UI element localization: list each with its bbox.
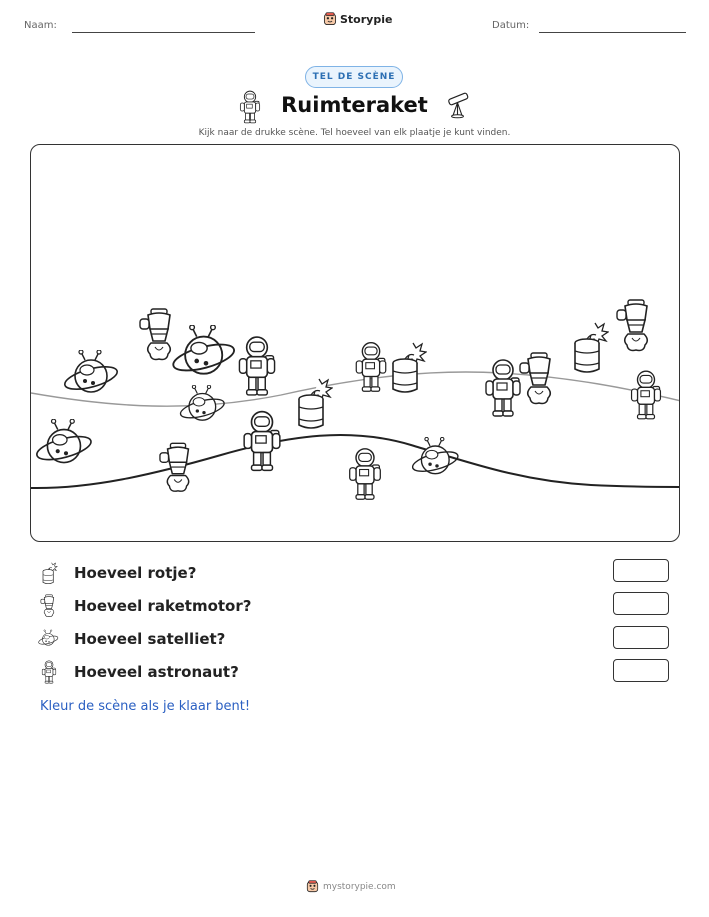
storypie-logo-icon: [306, 880, 319, 893]
scene-illustration: [31, 145, 680, 542]
rocket-engine-icon: [38, 594, 60, 618]
counting-scene: [30, 144, 680, 542]
astronaut-icon: [486, 360, 520, 416]
answer-box-satellite[interactable]: [613, 626, 669, 649]
question-row-firecracker: [38, 560, 196, 586]
astronaut-icon: [632, 371, 661, 419]
satellite-icon: [171, 325, 237, 376]
brand-name: Storypie: [340, 12, 393, 26]
brand-logo: [323, 12, 392, 26]
question-row-rocket-engine: [38, 593, 251, 619]
rocket-engine-icon: [520, 353, 550, 403]
answer-box-rocket-engine[interactable]: [613, 592, 669, 615]
astronaut-icon: [356, 343, 385, 392]
satellite-icon: [38, 627, 60, 651]
date-label: Datum:: [492, 20, 530, 31]
name-field-line[interactable]: [72, 32, 255, 33]
question-row-satellite: [38, 626, 225, 652]
astronaut-icon: [239, 337, 274, 395]
storypie-logo-icon: [323, 12, 337, 26]
coloring-instruction: Kleur de scène als je klaar bent!: [40, 699, 251, 714]
question-row-astronaut: [38, 659, 239, 685]
astronaut-icon: [38, 660, 60, 684]
firecracker-icon: [38, 561, 60, 585]
page-subtitle: Kijk naar de drukke scène. Tel hoeveel van elk plaatje je kunt vinden.: [198, 128, 511, 138]
satellite-icon: [411, 437, 460, 475]
astronaut-icon: [350, 449, 381, 499]
rocket-engine-icon: [160, 443, 189, 491]
hill-line-back: [31, 372, 680, 406]
firecracker-icon: [393, 343, 426, 392]
question-text: Hoeveel rotje?: [74, 564, 197, 582]
answer-box-firecracker[interactable]: [613, 559, 669, 582]
answer-box-astronaut[interactable]: [613, 659, 669, 682]
rocket-engine-icon: [140, 309, 170, 359]
question-text: Hoeveel astronaut?: [74, 663, 239, 681]
question-text: Hoeveel satelliet?: [74, 630, 226, 648]
rocket-engine-icon: [617, 300, 647, 350]
question-text: Hoeveel raketmotor?: [74, 597, 252, 615]
date-field-line[interactable]: [539, 32, 686, 33]
satellite-icon: [63, 350, 120, 394]
telescope-icon: [444, 90, 474, 120]
astronaut-icon: [244, 412, 280, 471]
page-title: Ruimteraket: [281, 93, 428, 117]
footer-url[interactable]: mystorypie.com: [323, 881, 396, 892]
name-label: Naam:: [24, 20, 57, 31]
activity-badge: TEL DE SCÈNE: [305, 66, 403, 88]
firecracker-icon: [575, 323, 608, 372]
footer: [306, 880, 396, 893]
satellite-icon: [35, 419, 94, 464]
